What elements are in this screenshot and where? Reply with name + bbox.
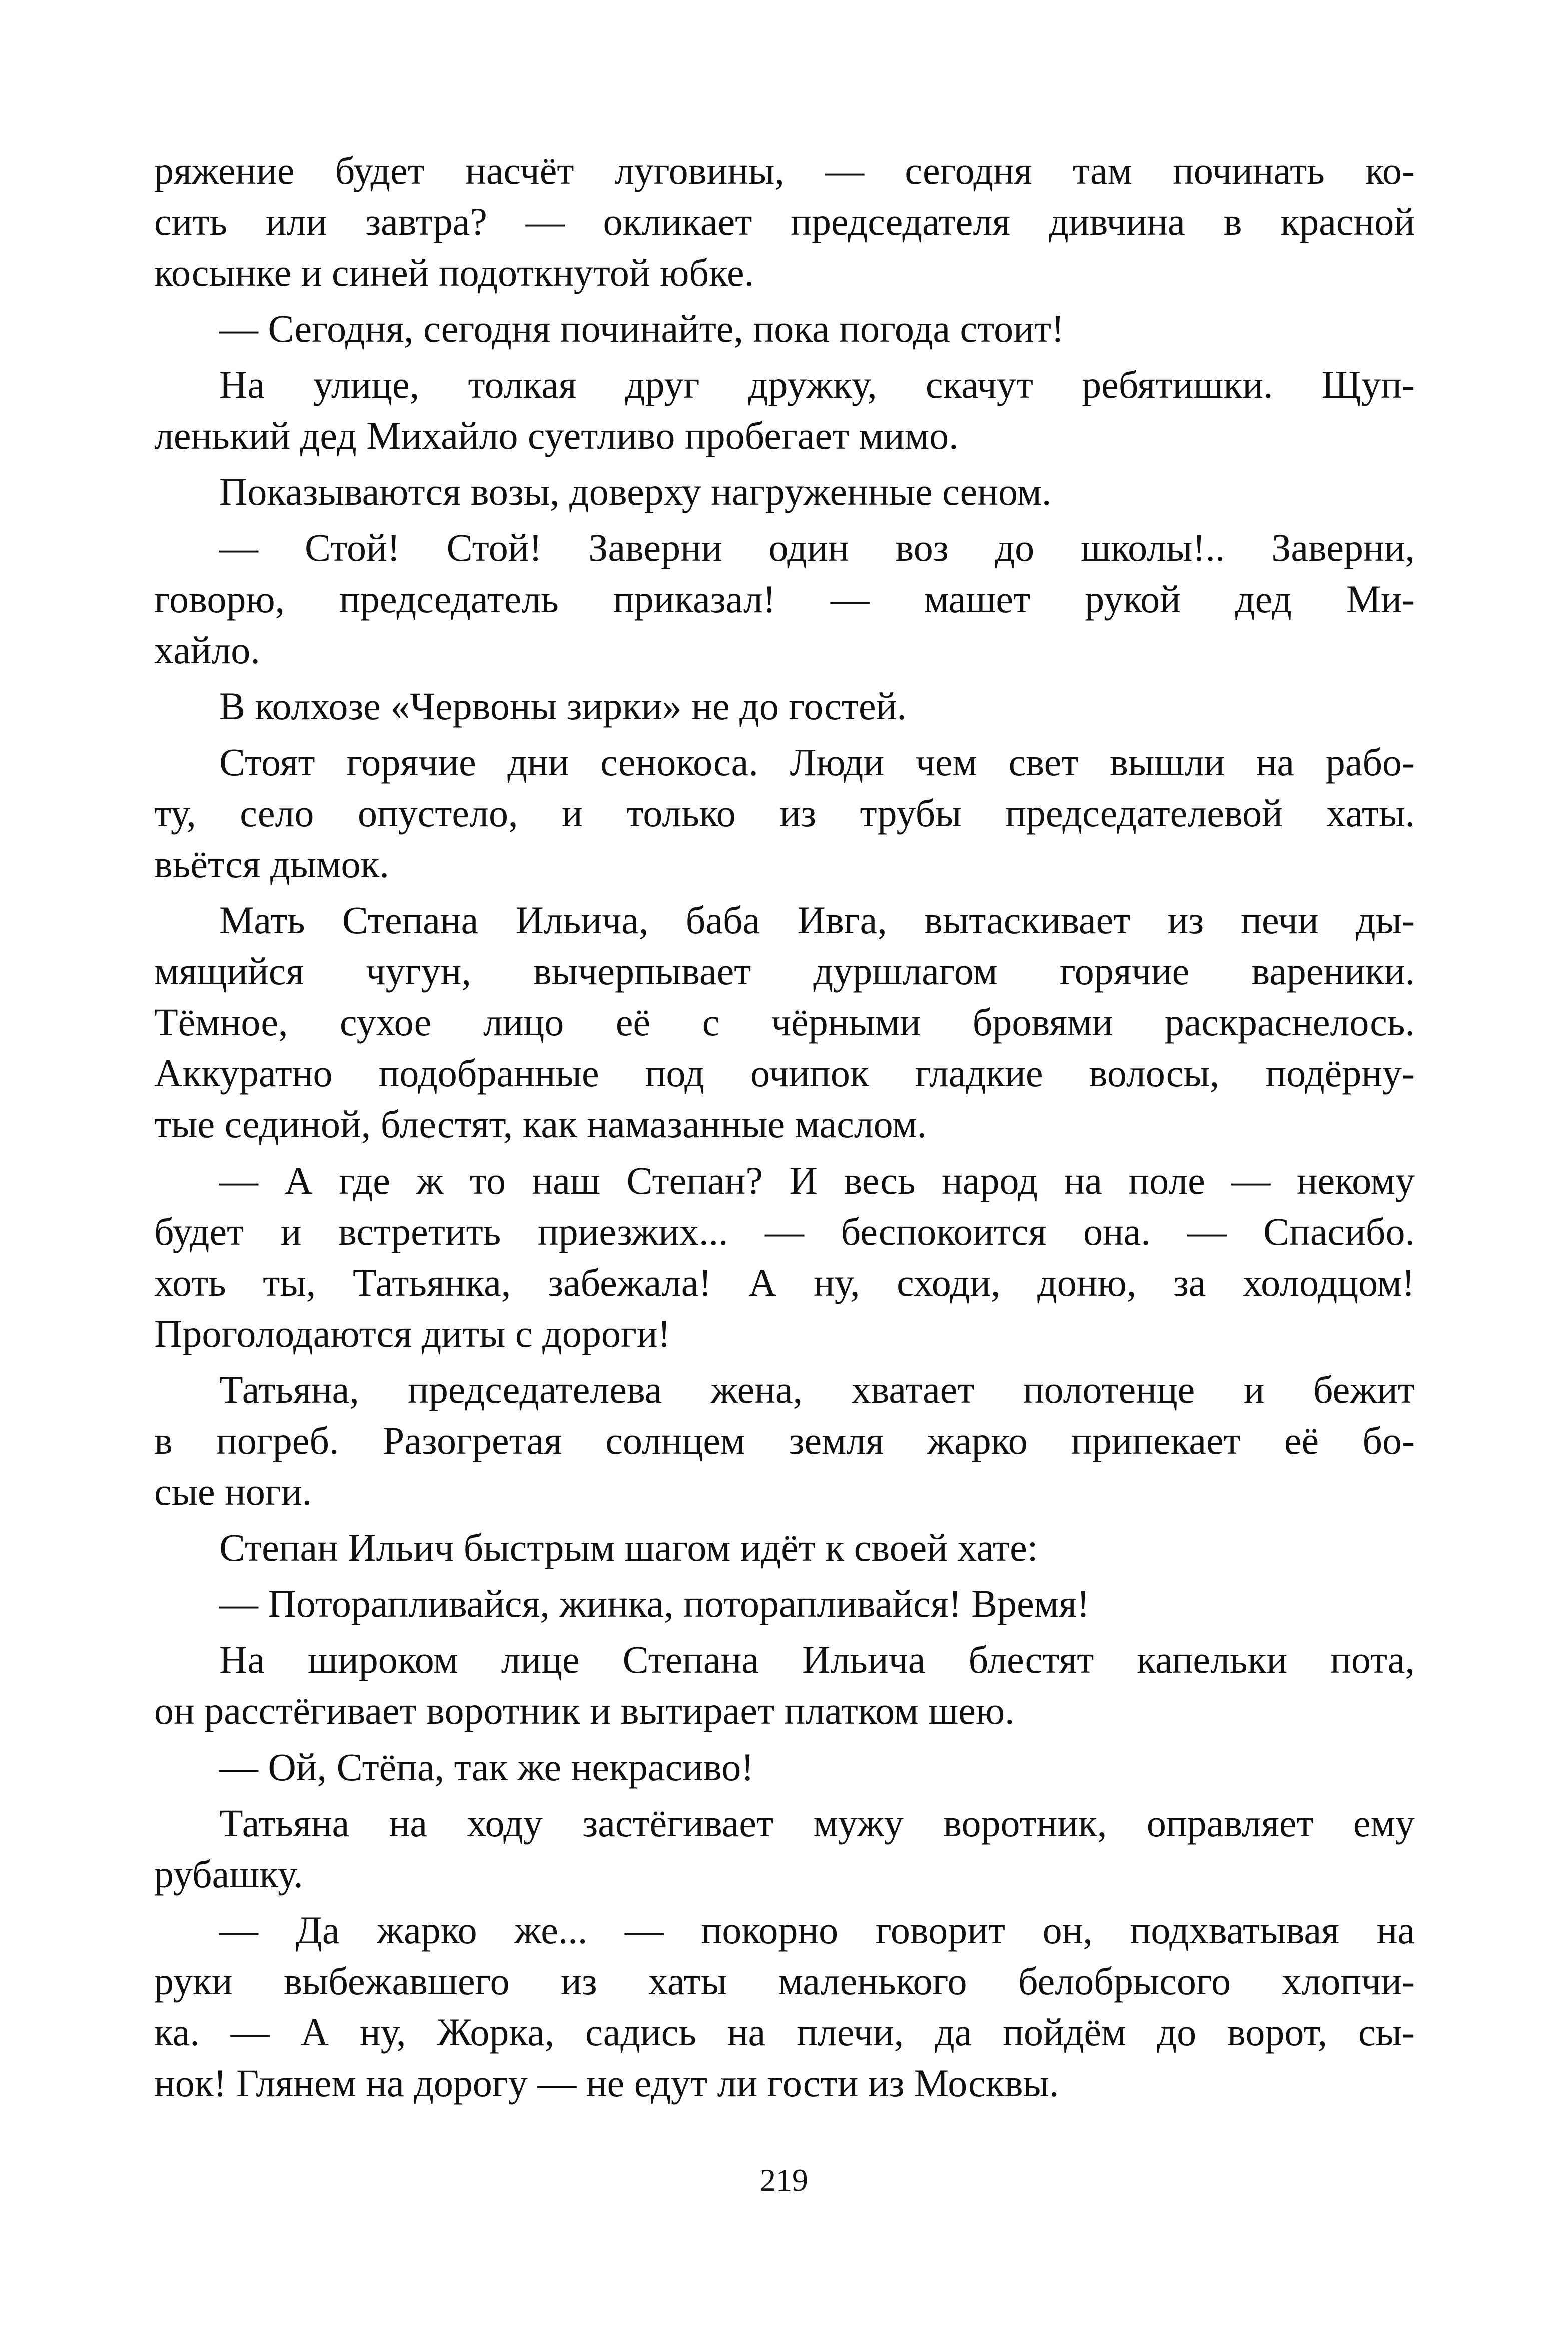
paragraph	[154, 303, 1415, 354]
paragraph	[154, 1905, 1415, 2109]
paragraph	[154, 1798, 1415, 1900]
text-line: Степан Ильич быстрым шагом идёт к своей хате:	[219, 1526, 1038, 1569]
text-line: — Поторапливайся, жинка, поторапливайся! Время!	[219, 1582, 1090, 1625]
paragraph	[154, 359, 1415, 461]
paragraph	[154, 895, 1415, 1150]
paragraph	[154, 1634, 1415, 1736]
text-line: Татьяна, председателева жена, хватает полотенце и бежит	[219, 1368, 1415, 1411]
text-line: вьётся дымок.	[154, 842, 389, 886]
text-line: Тёмное, сухое лицо её с чёрными бровями раскраснелось.	[154, 1000, 1415, 1044]
text-line: Проголодаются диты с дороги!	[154, 1312, 671, 1355]
text-line: Татьяна на ходу застёгивает мужу воротник, оправляет ему	[219, 1801, 1415, 1845]
text-line: ту, село опустело, и только из трубы председателевой хаты.	[154, 791, 1415, 835]
text-line: косынке и синей подоткнутой юбке.	[154, 251, 754, 294]
text-line: Аккуратно подобранные под очипок гладкие волосы, подёрну-	[154, 1051, 1415, 1095]
paragraph	[154, 1364, 1415, 1517]
text-line: сые ноги.	[154, 1470, 312, 1513]
paragraph	[154, 1578, 1415, 1629]
text-line: В колхозе «Червоны зирки» не до гостей.	[219, 684, 907, 728]
text-line: Показываются возы, доверху нагруженные сеном.	[219, 470, 1052, 513]
paragraph	[154, 145, 1415, 298]
text-line: говорю, председатель приказал! — машет рукой дед Ми-	[154, 577, 1415, 621]
text-line: тые сединой, блестят, как намазанные маслом.	[154, 1102, 927, 1146]
text-line: — А где ж то наш Степан? И весь народ на поле — некому	[219, 1158, 1415, 1202]
text-line: рубашку.	[154, 1852, 303, 1896]
paragraph	[154, 737, 1415, 890]
text-line: мящийся чугун, вычерпывает дуршлагом горячие вареники.	[154, 949, 1415, 993]
paragraph	[154, 1155, 1415, 1359]
text-line: хоть ты, Татьянка, забежала! А ну, сходи, доню, за холодцом!	[154, 1261, 1415, 1304]
text-line: сить или завтра? — окликает председателя дивчина в красной	[154, 200, 1415, 243]
text-line: нок! Глянем на дорогу — не едут ли гости из Москвы.	[154, 2061, 1059, 2105]
text-line: ленький дед Михайло суетливо пробегает мимо.	[154, 414, 959, 457]
text-line: в погреб. Разогретая солнцем земля жарко припекает её бо-	[154, 1419, 1415, 1462]
page-number: 219	[760, 2162, 808, 2198]
text-line: — Да жарко же... — покорно говорит он, подхватывая на	[219, 1908, 1415, 1952]
text-line: руки выбежавшего из хаты маленького белобрысого хлопчи-	[154, 1959, 1415, 2003]
text-line: На улице, толкая друг дружку, скачут ребятишки. Щуп-	[219, 363, 1415, 406]
paragraph	[154, 681, 1415, 732]
paragraph	[154, 1741, 1415, 1793]
text-line: — Ой, Стёпа, так же некрасиво!	[219, 1745, 754, 1789]
text-line: он расстёгивает воротник и вытирает платком шею.	[154, 1689, 1015, 1732]
text-line: — Стой! Стой! Заверни один воз до школы!.. Заверни,	[219, 526, 1415, 569]
paragraph	[154, 522, 1415, 676]
text-line: Стоят горячие дни сенокоса. Люди чем свет вышли на рабо-	[219, 740, 1415, 784]
text-line: ка. — А ну, Жорка, садись на плечи, да пойдём до ворот, сы-	[154, 2010, 1415, 2054]
text-line: ряжение будет насчёт луговины, — сегодня там починать ко-	[154, 149, 1415, 192]
text-line: хайло.	[154, 628, 260, 672]
page-text	[154, 145, 1415, 2114]
text-line: — Сегодня, сегодня починайте, пока погода стоит!	[219, 307, 1064, 350]
paragraph	[154, 1522, 1415, 1573]
text-line: будет и встретить приезжих... — беспокоится она. — Спасибо.	[154, 1210, 1415, 1253]
text-line: На широком лице Степана Ильича блестят капельки пота,	[219, 1638, 1415, 1681]
paragraph	[154, 466, 1415, 517]
text-line: Мать Степана Ильича, баба Ивга, вытаскивает из печи ды-	[219, 898, 1415, 942]
